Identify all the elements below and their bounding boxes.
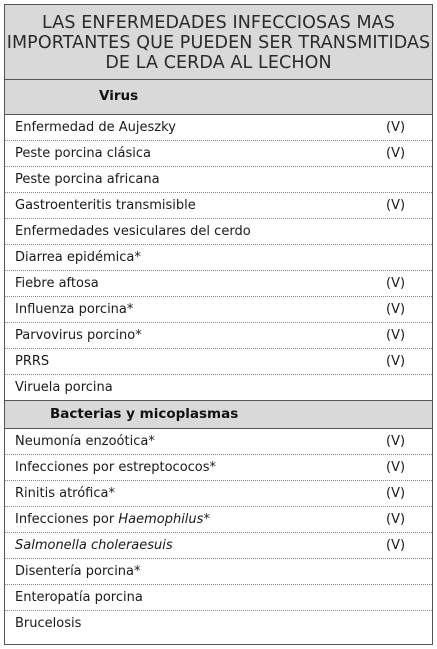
section-heading-virus: Virus xyxy=(5,80,432,115)
title-line-2: IMPORTANTES QUE PUEDEN SER TRANSMITIDAS xyxy=(6,33,431,53)
transmission-mark: (V) xyxy=(386,538,406,553)
transmission-mark: (V) xyxy=(386,434,406,449)
table-row xyxy=(5,219,432,245)
table-title xyxy=(5,5,432,80)
disease-name: PRRS xyxy=(15,354,50,369)
transmission-mark: (V) xyxy=(386,354,406,369)
disease-name: Viruela porcina xyxy=(15,380,113,395)
disease-name: Gastroenteritis transmisible xyxy=(15,198,196,213)
disease-name: Infecciones por estreptococos* xyxy=(15,460,217,475)
disease-name: Peste porcina africana xyxy=(15,172,160,187)
table-row xyxy=(5,349,432,375)
table-row xyxy=(5,507,432,533)
disease-name: Enteropatía porcina xyxy=(15,590,143,605)
table-row xyxy=(5,481,432,507)
disease-table xyxy=(4,4,433,645)
transmission-mark: (V) xyxy=(386,120,406,135)
disease-name xyxy=(15,507,210,532)
disease-name: Brucelosis xyxy=(15,616,82,631)
transmission-mark: (V) xyxy=(386,276,406,291)
disease-name: Salmonella choleraesuis xyxy=(15,538,173,553)
table-row xyxy=(5,167,432,193)
table-row xyxy=(5,611,432,637)
table-row xyxy=(5,193,432,219)
disease-name: Disentería porcina* xyxy=(15,564,141,579)
disease-name-prefix: Infecciones por xyxy=(15,512,119,527)
disease-name-suffix: * xyxy=(203,512,210,527)
disease-name: Diarrea epidémica* xyxy=(15,250,141,265)
section-heading-bacteria: Bacterias y micoplasmas xyxy=(5,401,432,429)
title-line-1: LAS ENFERMEDADES INFECCIOSAS MAS xyxy=(42,13,395,33)
table-row xyxy=(5,297,432,323)
table-row xyxy=(5,141,432,167)
bacteria-rows xyxy=(5,429,432,637)
disease-name: Influenza porcina* xyxy=(15,302,134,317)
transmission-mark: (V) xyxy=(386,460,406,475)
disease-name: Neumonía enzoótica* xyxy=(15,434,155,449)
disease-name: Fiebre aftosa xyxy=(15,276,99,291)
title-line-3: DE LA CERDA AL LECHON xyxy=(105,53,332,73)
disease-name: Rinitis atrófica* xyxy=(15,486,115,501)
transmission-mark: (V) xyxy=(386,512,406,527)
transmission-mark: (V) xyxy=(386,146,406,161)
transmission-mark: (V) xyxy=(386,486,406,501)
table-row xyxy=(5,271,432,297)
disease-name: Enfermedad de Aujeszky xyxy=(15,120,176,135)
table-row xyxy=(5,533,432,559)
disease-name: Parvovirus porcino* xyxy=(15,328,142,343)
table-row xyxy=(5,323,432,349)
table-row xyxy=(5,559,432,585)
transmission-mark: (V) xyxy=(386,328,406,343)
table-row xyxy=(5,585,432,611)
disease-name-italic: Haemophilus xyxy=(118,512,204,527)
transmission-mark: (V) xyxy=(386,302,406,317)
table-row xyxy=(5,455,432,481)
virus-rows xyxy=(5,115,432,401)
transmission-mark: (V) xyxy=(386,198,406,213)
disease-name: Enfermedades vesiculares del cerdo xyxy=(15,224,251,239)
table-row xyxy=(5,245,432,271)
table-row xyxy=(5,115,432,141)
table-row xyxy=(5,429,432,455)
table-row xyxy=(5,375,432,401)
disease-name: Peste porcina clásica xyxy=(15,146,151,161)
